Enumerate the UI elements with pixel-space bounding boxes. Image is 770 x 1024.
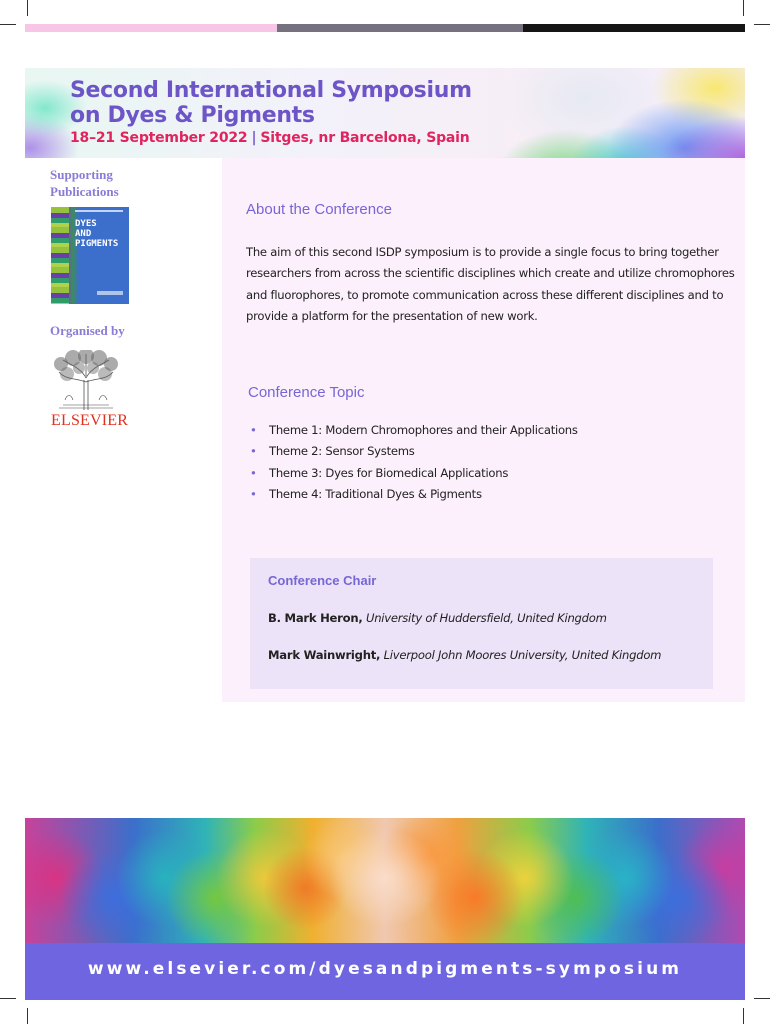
supporting-publications-heading <box>50 166 119 200</box>
about-conference-text: The aim of this second ISDP symposium is to provide a single focus to bring together researchers from across the scientific disciplines which create and utilize chromophores and fluorophores, to promote communication across these different disciplines and to provide a platform for the presentation of new work. <box>246 245 735 323</box>
conference-topic-heading: Conference Topic <box>248 384 365 401</box>
cover-art-stripe <box>51 207 69 304</box>
footer-ink-artwork <box>25 818 745 943</box>
theme-item <box>250 441 578 462</box>
elsevier-logo-text[interactable]: ELSEVIER <box>51 412 129 429</box>
chair-affiliation: Liverpool John Moores University, United Kingdom <box>383 648 662 662</box>
crop-mark <box>0 24 16 25</box>
journal-title-line2: AND <box>75 229 92 239</box>
theme-label: Theme 1: Modern Chromophores and their Applications <box>269 423 578 437</box>
crop-mark <box>0 998 16 999</box>
crop-mark <box>743 0 744 16</box>
event-date-location <box>70 130 470 146</box>
chair-name: Mark Wainwright, <box>268 648 381 662</box>
theme-item <box>250 484 578 505</box>
symposium-title <box>70 78 472 128</box>
elsevier-tree-icon[interactable] <box>51 350 121 412</box>
crop-mark <box>27 0 28 16</box>
theme-item <box>250 420 578 441</box>
date-separator: | <box>251 130 257 146</box>
chair-affiliation: University of Huddersfield, United Kingdom <box>365 611 607 625</box>
theme-label: Theme 3: Dyes for Biomedical Applications <box>269 465 509 480</box>
chair-person <box>268 648 661 662</box>
bullet-icon: • <box>250 444 257 459</box>
symposium-title-line1: Second International Symposium <box>70 78 472 103</box>
cover-top-rule <box>75 210 123 212</box>
chair-name: B. Mark Heron, <box>268 611 363 625</box>
event-location: Sitges, nr Barcelona, Spain <box>260 130 470 146</box>
crop-mark <box>754 998 770 999</box>
theme-label: Theme 4: Traditional Dyes & Pigments <box>269 486 482 501</box>
conference-chair-box <box>250 558 713 689</box>
bullet-icon: • <box>250 486 257 501</box>
supporting-line1: Supporting <box>50 167 113 182</box>
crop-mark <box>743 1008 744 1024</box>
journal-title-line1: DYES <box>75 219 97 229</box>
crop-mark <box>754 24 770 25</box>
color-bar-black <box>523 24 745 32</box>
theme-list <box>250 420 578 505</box>
event-dates: 18–21 September 2022 <box>70 130 248 146</box>
theme-label: Theme 2: Sensor Systems <box>269 444 415 459</box>
bullet-icon: • <box>250 423 257 437</box>
color-bar-gray <box>277 24 523 32</box>
symposium-title-line2: on Dyes & Pigments <box>70 103 315 128</box>
crop-mark <box>27 1008 28 1024</box>
about-conference-heading: About the Conference <box>246 201 392 218</box>
organised-by-heading: Organised by <box>50 323 125 338</box>
conference-chair-heading: Conference Chair <box>268 573 377 588</box>
footer-bar <box>25 943 745 1000</box>
supporting-line2: Publications <box>50 184 119 199</box>
cover-bottom-mark <box>97 291 123 295</box>
journal-title-line3: PIGMENTS <box>75 239 119 249</box>
bullet-icon: • <box>250 465 257 480</box>
color-bar-pink <box>25 24 277 32</box>
theme-item <box>250 463 578 484</box>
dyes-and-pigments-journal-cover[interactable] <box>51 207 129 304</box>
symposium-website-link[interactable]: www.elsevier.com/dyesandpigments-symposium <box>87 959 683 979</box>
chair-person <box>268 611 607 625</box>
header-banner <box>25 68 745 158</box>
journal-cover-title <box>75 219 118 249</box>
